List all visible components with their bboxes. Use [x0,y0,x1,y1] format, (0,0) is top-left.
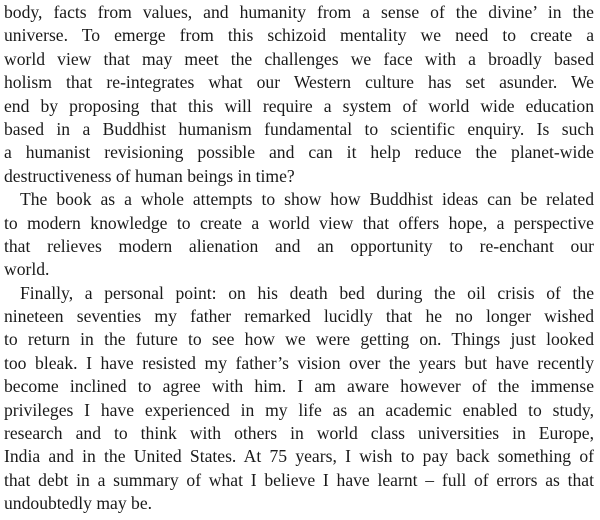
text-line: become inclined to agree with him. I am aware however of the immense [4,376,594,397]
text-line: body, facts from values, and humanity from a sense of the divine’ in the [4,2,594,22]
document-page [4,1,594,516]
text-line: to return in the future to see how we were getting on. Things just looked [4,329,594,350]
text-line: to modern knowledge to create a world view that offers hope, a perspective [4,212,594,233]
text-line: holism that re-integrates what our Western culture has set asunder. We [4,72,594,93]
text-line: based in a Buddhist humanism fundamental to scientific enquiry. Is such [4,118,594,139]
paragraph-3 [4,282,594,516]
text-line: The book as a whole attempts to show how Buddhist ideas can be related [20,189,594,210]
text-line: nineteen seventies my father remarked lucidly that he no longer wished [4,306,594,327]
text-line: universe. To emerge from this schizoid mentality we need to create a [4,25,594,46]
text-line: world. [4,259,50,280]
text-line: destructiveness of human beings in time? [4,165,295,186]
text-line: research and to think with others in world class universities in Europe, [4,423,594,444]
text-line: a humanist revisioning possible and can it help reduce the planet-wide [4,142,594,163]
text-line: Finally, a personal point: on his death bed during the oil crisis of the [20,282,594,303]
text-line: that debt in a summary of what I believe I have learnt – full of errors as that [4,469,594,490]
text-line: end by proposing that this will require a system of world wide education [4,95,594,116]
text-line: that relieves modern alienation and an opportunity to re-enchant our [4,235,594,256]
text-line: India and in the United States. At 75 years, I wish to pay back something of [4,446,594,467]
text-line: too bleak. I have resisted my father’s vision over the years but have recently [4,352,594,373]
text-line: undoubtedly may be. [4,493,153,514]
text-line: world view that may meet the challenges we face with a broadly based [4,48,594,69]
paragraph-2 [4,188,594,282]
paragraph-1 [4,1,594,188]
text-line: privileges I have experienced in my life as an academic enabled to study, [4,399,594,420]
